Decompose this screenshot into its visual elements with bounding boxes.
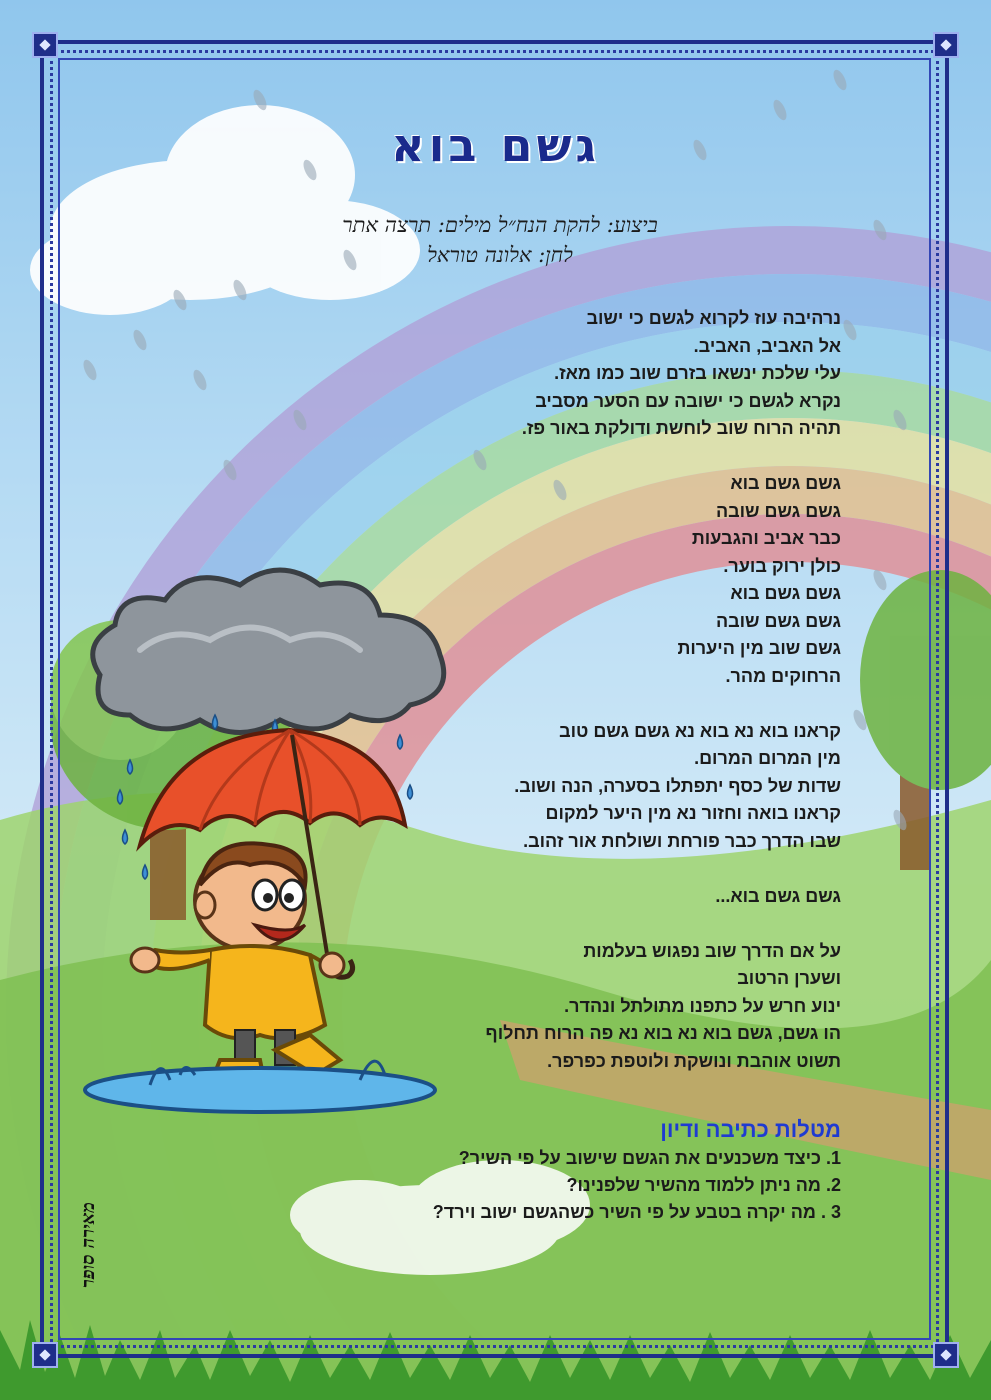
lyric-line: תהיה הרוח שוב לוחשת ודולקת באור פז.	[521, 418, 841, 438]
lyric-line: ינוע חרש על כתפנו מתולתל ונהדר.	[564, 995, 841, 1016]
credits-performer-lyrics: ביצוע: להקת הנח״ל מילים: תרצה אתר	[342, 213, 658, 237]
frame-corner-ornament	[933, 32, 959, 58]
frame-corner-ornament	[32, 1342, 58, 1368]
question-item: 2. מה ניתן ללמוד מהשיר שלפנינו?	[566, 1175, 841, 1195]
puddle-icon	[85, 1061, 435, 1112]
credits-composer: לחן: אלונה טוראל	[427, 243, 573, 267]
umbrella-kid-illustration	[60, 555, 460, 1119]
raincoat-icon	[131, 946, 344, 1038]
lyric-line: ושערן הרטוב	[737, 968, 841, 988]
lyric-line: גשם גשם שובה	[715, 610, 841, 631]
lyric-line: גשם גשם שובה	[715, 500, 841, 521]
lyric-line: כבר אביב והגבעות	[691, 528, 841, 548]
lyric-line: על אם הדרך שוב נפגוש בעלמות	[583, 940, 841, 961]
lyric-line: תשוט אוהבת ונושקת ולוטפת כפרפר.	[547, 1050, 841, 1071]
discussion-questions	[281, 1115, 841, 1226]
page-title: גשם בוא	[391, 118, 600, 172]
lyric-line: גשם גשם בוא	[730, 583, 841, 603]
questions-title: מטלות כתיבה ודיון	[660, 1117, 841, 1142]
lyric-line: נרהיבה עוז לקרוא לגשם כי ישוב	[586, 308, 841, 328]
lyric-line: אל האביב, האביב.	[693, 335, 841, 356]
lyric-line: מין המרום המרום.	[694, 748, 841, 768]
lyric-line: קראנו בואה וחזור נא מין היער למקום	[545, 803, 841, 823]
lyric-line: גשם גשם בוא...	[715, 885, 841, 906]
lyric-line: גשם שוב מין היערות	[677, 638, 841, 658]
lyric-line: שדות של כסף יתפתלו בסערה, הנה ושוב.	[514, 775, 841, 796]
lyric-line: הרחוקים מהר.	[725, 665, 841, 686]
lyric-line: שבו הדרך כבר פורחת ושולחת אור זהוב.	[523, 830, 841, 851]
lyric-line: נקרא לגשם כי ישובה עם הסער מסביב	[535, 390, 841, 411]
lyric-line: עלי שלכת ינשאו בזרם שוב כמו מאז.	[554, 363, 841, 383]
lyric-line: קראנו בוא נא בוא נא גשם גשם טוב	[559, 720, 841, 741]
song-credits	[100, 210, 900, 270]
question-item: 3 . מה יקרה בטבע על פי השיר כשהגשם ישוב וירד?	[432, 1202, 841, 1222]
author-signature: מאירה סופר	[78, 1202, 99, 1288]
storm-cloud-icon	[93, 570, 444, 733]
frame-corner-ornament	[933, 1342, 959, 1368]
lyric-line: גשם גשם בוא	[730, 473, 841, 493]
kid-face-icon	[195, 843, 306, 950]
question-item: 1. כיצד משכנעים את הגשם שישוב על פי השיר?	[458, 1148, 841, 1168]
umbrella-kid-icon	[60, 555, 460, 1115]
lyric-line: כולן ירוק בוער.	[723, 555, 841, 576]
lyric-line: הו גשם, גשם בוא נא בוא נא פה הרוח תחלוף	[485, 1023, 841, 1043]
stanza-1	[321, 305, 841, 443]
frame-corner-ornament	[32, 32, 58, 58]
